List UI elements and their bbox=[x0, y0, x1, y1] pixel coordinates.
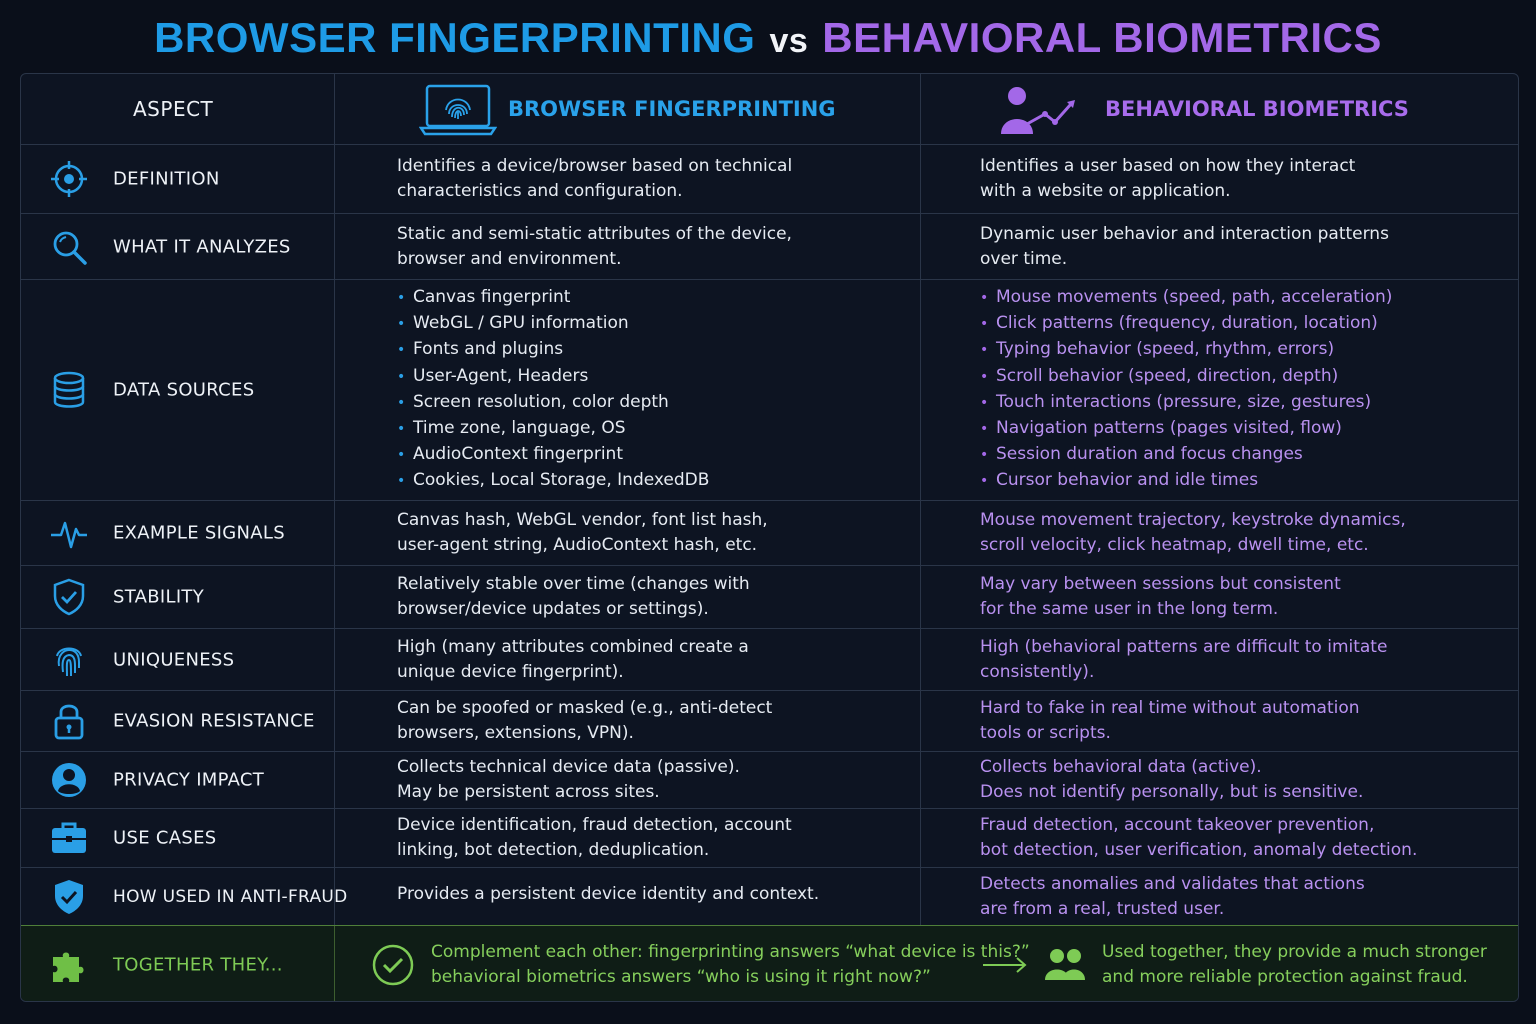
table-row bbox=[21, 629, 1519, 691]
shield-check-icon bbox=[49, 577, 89, 617]
database-icon bbox=[49, 370, 89, 410]
laptop-fingerprint-icon bbox=[419, 84, 497, 136]
list-item: • AudioContext fingerprint bbox=[397, 444, 623, 465]
header-aspect: ASPECT bbox=[133, 97, 214, 121]
aspect-label: EVASION RESISTANCE bbox=[113, 710, 315, 732]
together-label: TOGETHER THEY... bbox=[113, 954, 283, 975]
fingerprinting-data-sources bbox=[397, 285, 709, 495]
biometrics-value: Fraud detection, account takeover prevention, bot detection, user verification, anomaly detection. bbox=[980, 815, 1418, 860]
list-item: • Time zone, language, OS bbox=[397, 418, 626, 439]
table-row bbox=[21, 214, 1519, 280]
biometrics-value: High (behavioral patterns are difficult to imitate consistently). bbox=[980, 636, 1388, 682]
title-fingerprinting: BROWSER FINGERPRINTING bbox=[154, 14, 756, 61]
list-item: • Typing behavior (speed, rhythm, errors) bbox=[980, 339, 1335, 360]
table-row bbox=[21, 809, 1519, 868]
together-footer bbox=[21, 925, 1519, 1002]
table-row bbox=[21, 691, 1519, 752]
biometrics-value: Collects behavioral data (active). Does not identify personally, but is sensitive. bbox=[980, 757, 1364, 802]
check-circle-icon bbox=[371, 943, 415, 987]
pulse-icon bbox=[49, 513, 89, 553]
fingerprinting-value: Static and semi-static attributes of the device, browser and environment. bbox=[397, 223, 792, 269]
biometrics-value: May vary between sessions but consistent for the same user in the long term. bbox=[980, 574, 1341, 619]
list-item: • Fonts and plugins bbox=[397, 339, 564, 360]
arrow-right-icon bbox=[981, 955, 1029, 975]
search-icon bbox=[49, 227, 89, 267]
list-item: • Cookies, Local Storage, IndexedDB bbox=[397, 470, 710, 491]
puzzle-icon bbox=[49, 945, 89, 985]
fingerprinting-value: High (many attributes combined create a unique device fingerprint). bbox=[397, 636, 749, 682]
header-fingerprinting: BROWSER FINGERPRINTING bbox=[508, 97, 836, 121]
aspect-label: DATA SOURCES bbox=[113, 379, 255, 401]
table-row bbox=[21, 566, 1519, 629]
table-row bbox=[21, 868, 1519, 925]
crosshair-icon bbox=[49, 159, 89, 199]
biometrics-value: Detects anomalies and validates that actions are from a real, trusted user. bbox=[980, 873, 1365, 919]
aspect-label: STABILITY bbox=[113, 586, 205, 608]
users-icon bbox=[1043, 946, 1087, 984]
user-circle-icon bbox=[49, 760, 89, 800]
list-item: • Screen resolution, color depth bbox=[397, 392, 669, 412]
together-result-text: Used together, they provide a much stronger and more reliable protection against fraud. bbox=[1102, 941, 1487, 987]
aspect-label: USE CASES bbox=[113, 827, 217, 849]
fingerprinting-value: Collects technical device data (passive). May be persistent across sites. bbox=[397, 757, 740, 802]
aspect-label: DEFINITION bbox=[113, 168, 220, 190]
lock-icon bbox=[49, 701, 89, 741]
biometrics-value: Identifies a user based on how they interact with a website or application. bbox=[980, 156, 1356, 201]
list-item: • Session duration and focus changes bbox=[980, 444, 1303, 465]
aspect-label: WHAT IT ANALYZES bbox=[113, 236, 291, 257]
biometrics-value: Hard to fake in real time without automation tools or scripts. bbox=[980, 698, 1360, 743]
aspect-label: HOW USED IN ANTI-FRAUD bbox=[113, 886, 348, 907]
header-biometrics: BEHAVIORAL BIOMETRICS bbox=[1105, 97, 1409, 121]
fingerprinting-value: Canvas hash, WebGL vendor, font list hash, user-agent string, AudioContext hash, etc. bbox=[397, 510, 768, 555]
fingerprinting-value: Identifies a device/browser based on technical characteristics and configuration. bbox=[397, 156, 793, 201]
list-item: • User-Agent, Headers bbox=[397, 365, 589, 386]
list-item: • Cursor behavior and idle times bbox=[980, 470, 1259, 491]
list-item: • WebGL / GPU information bbox=[397, 313, 629, 334]
page-title bbox=[0, 14, 1536, 62]
table-row bbox=[21, 752, 1519, 809]
aspect-label: UNIQUENESS bbox=[113, 649, 235, 670]
table-row bbox=[21, 280, 1519, 501]
aspect-label: PRIVACY IMPACT bbox=[113, 769, 265, 791]
user-chart-icon bbox=[997, 84, 1083, 136]
aspect-label: EXAMPLE SIGNALS bbox=[113, 522, 285, 544]
briefcase-icon bbox=[49, 818, 89, 858]
table-header bbox=[21, 74, 1519, 145]
biometrics-value: Dynamic user behavior and interaction patterns over time. bbox=[980, 223, 1389, 269]
fingerprinting-value: Relatively stable over time (changes with browser/device updates or settings). bbox=[397, 574, 750, 619]
list-item: • Mouse movements (speed, path, acceleration) bbox=[980, 287, 1393, 308]
title-biometrics: BEHAVIORAL BIOMETRICS bbox=[822, 14, 1382, 61]
fingerprinting-value: Provides a persistent device identity and context. bbox=[397, 884, 820, 904]
title-vs: vs bbox=[769, 22, 809, 60]
biometrics-value: Mouse movement trajectory, keystroke dynamics, scroll velocity, click heatmap, dwell time, etc. bbox=[980, 510, 1406, 555]
list-item: • Navigation patterns (pages visited, flow) bbox=[980, 418, 1342, 439]
table-row bbox=[21, 145, 1519, 214]
comparison-table bbox=[20, 73, 1519, 1002]
list-item: • Click patterns (frequency, duration, location) bbox=[980, 313, 1378, 334]
shield-filled-check-icon bbox=[49, 877, 89, 917]
fingerprint-icon bbox=[49, 640, 89, 680]
fingerprinting-value: Can be spoofed or masked (e.g., anti-detect browsers, extensions, VPN). bbox=[397, 698, 773, 743]
table-row bbox=[21, 501, 1519, 566]
list-item: • Scroll behavior (speed, direction, depth) bbox=[980, 365, 1339, 386]
list-item: • Canvas fingerprint bbox=[397, 287, 571, 308]
biometrics-data-sources bbox=[980, 285, 1392, 495]
fingerprinting-value: Device identification, fraud detection, account linking, bot detection, deduplication. bbox=[397, 815, 792, 860]
list-item: • Touch interactions (pressure, size, gestures) bbox=[980, 392, 1372, 412]
together-complement-text: Complement each other: fingerprinting answers “what device is this?” behavioral biometrics answers “who is using it right now?” bbox=[431, 941, 1030, 987]
